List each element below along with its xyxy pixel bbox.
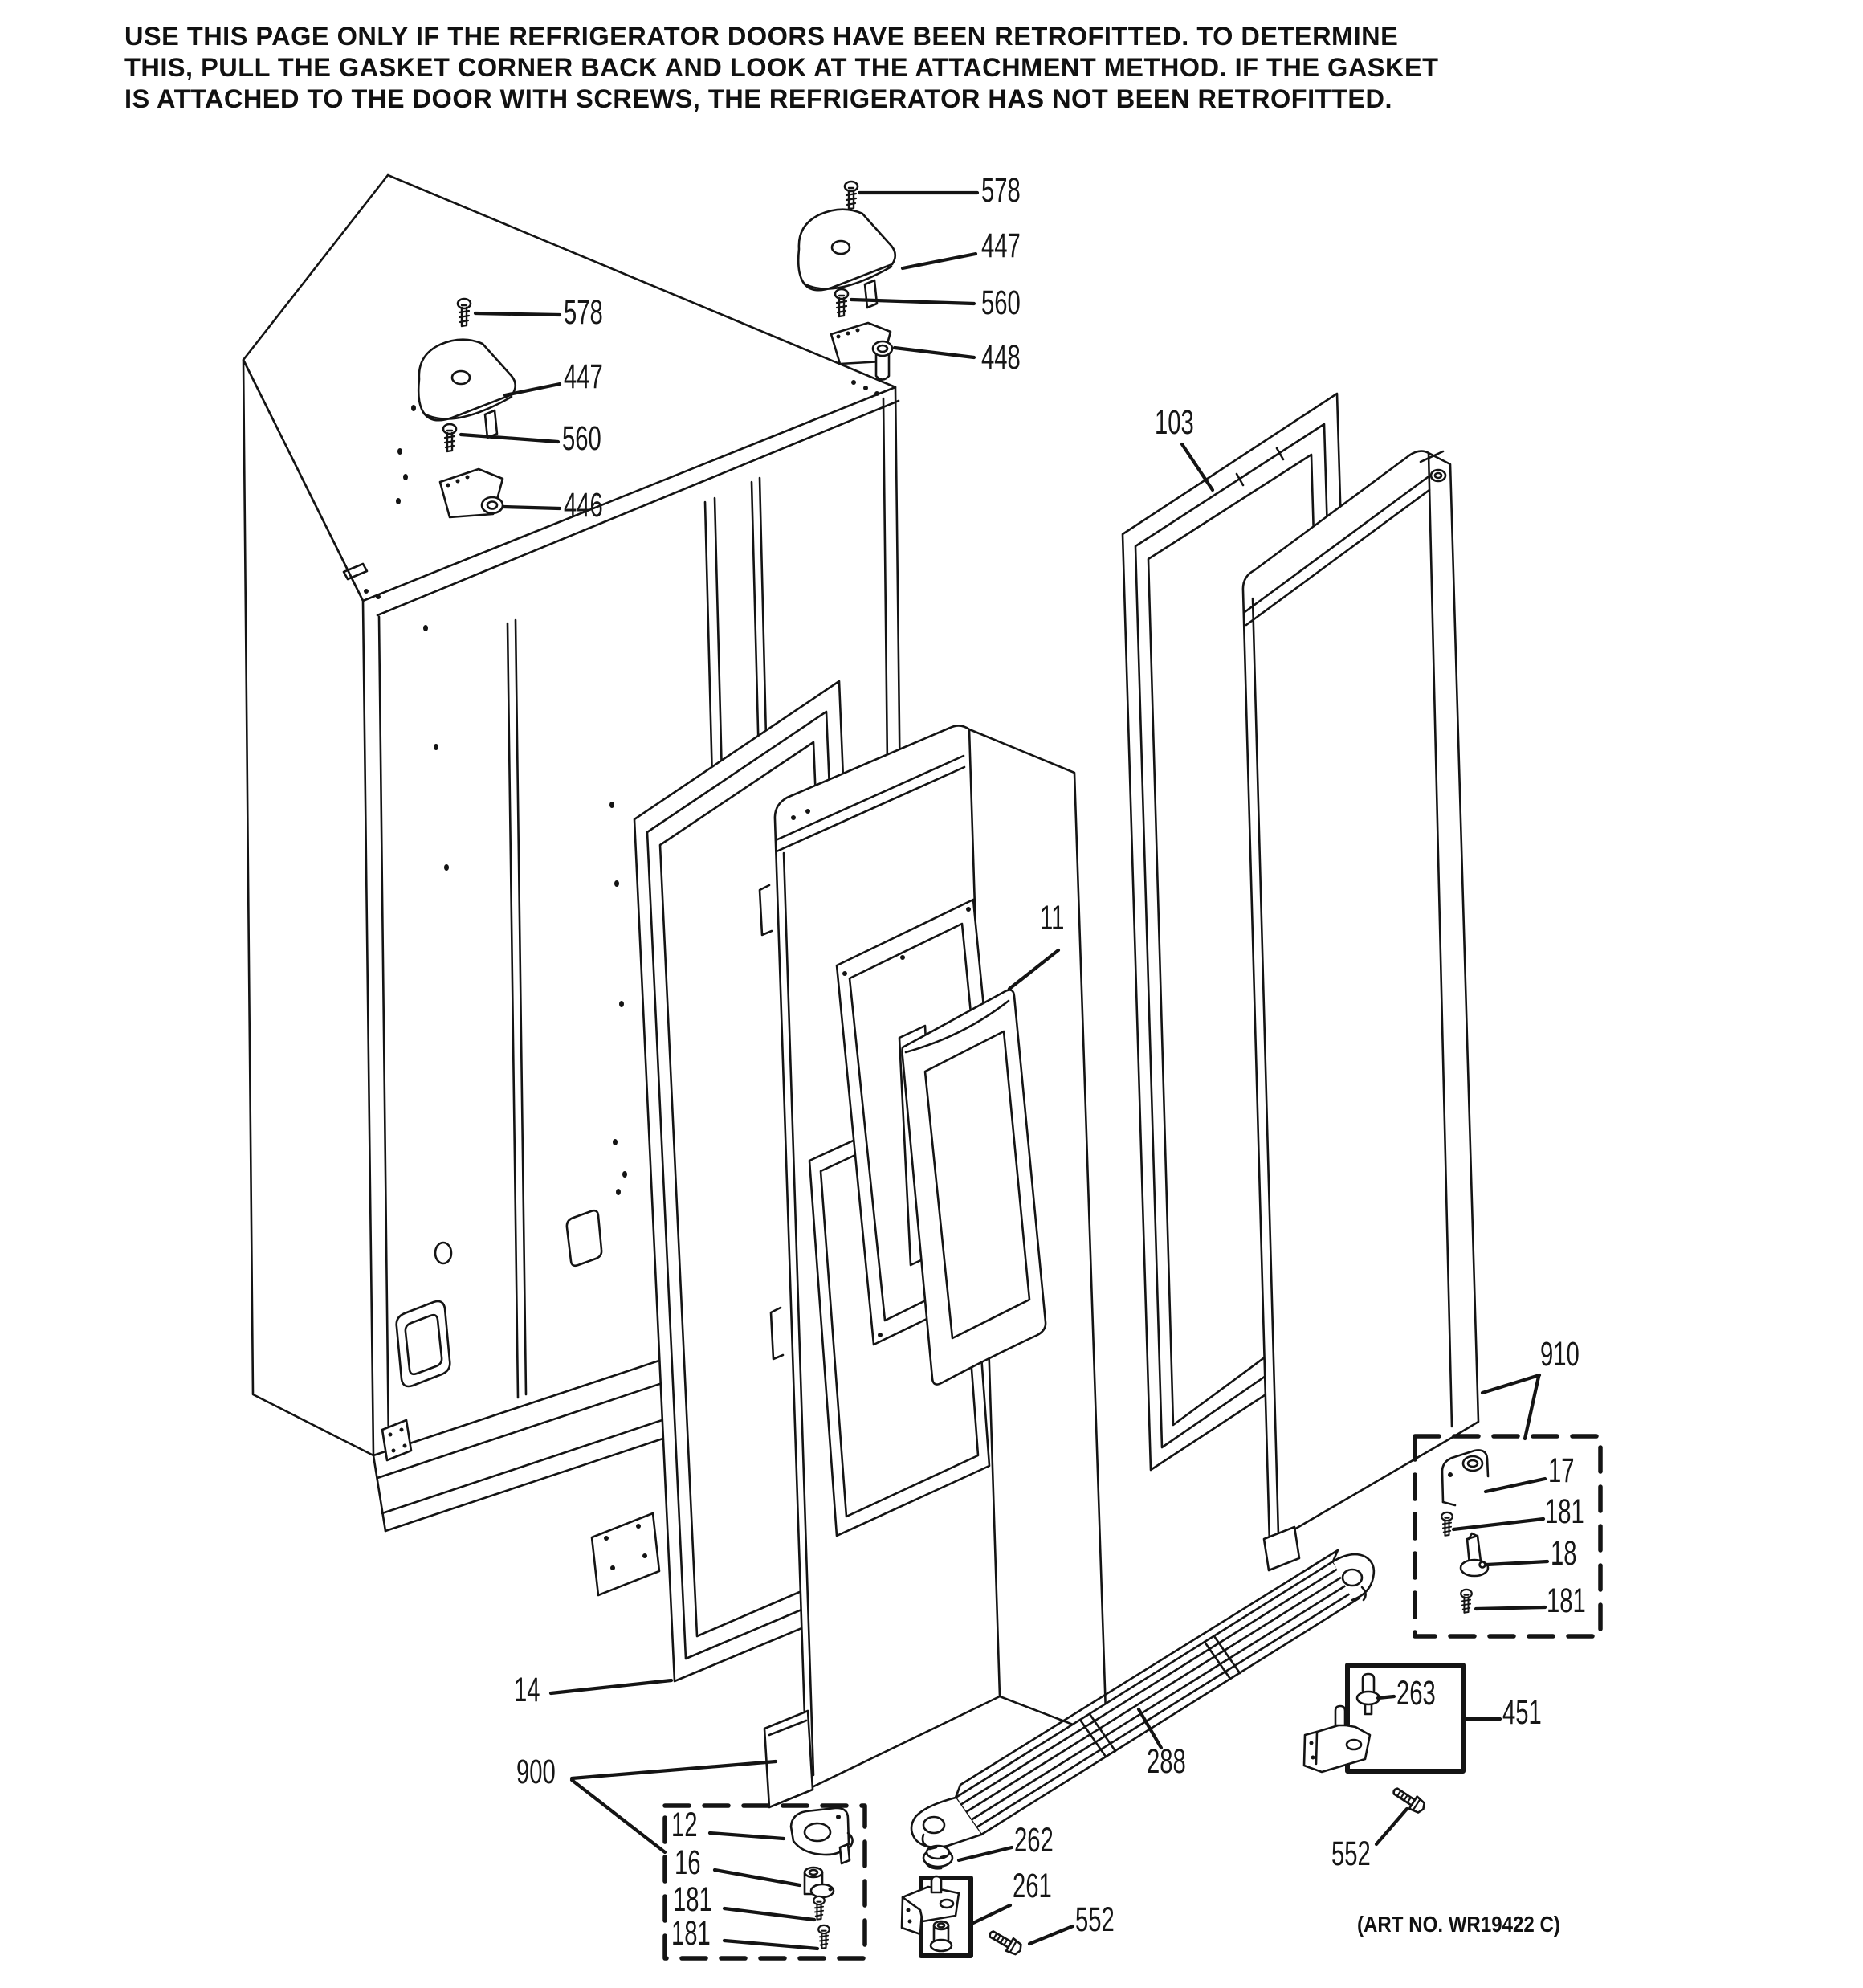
part-callout-447-top-left: 447: [564, 357, 603, 396]
part-callout-103: 103: [1155, 403, 1194, 442]
ff-door-drawing: [1243, 451, 1478, 1570]
instruction-note-line1: USE THIS PAGE ONLY IF THE REFRIGERATOR DOORS HAVE BEEN RETROFITTED. TO DETERMINE: [124, 22, 1399, 51]
bolt-552-right-drawing: [1390, 1784, 1427, 1815]
part-callout-14: 14: [514, 1671, 540, 1709]
instruction-note: [124, 21, 1722, 115]
bolt-552-center-drawing: [987, 1927, 1024, 1957]
part-callout-552-right: 552: [1331, 1835, 1371, 1873]
part-callout-263: 263: [1396, 1674, 1436, 1712]
instruction-note-line2: THIS, PULL THE GASKET CORNER BACK AND LOOK AT THE ATTACHMENT METHOD. IF THE GASKET: [124, 53, 1439, 82]
part-callout-447-top-right: 447: [981, 227, 1021, 265]
part-callout-451: 451: [1502, 1693, 1542, 1732]
grommet-262-drawing: [923, 1846, 952, 1868]
part-callout-560-top-left: 560: [562, 419, 601, 458]
instruction-note-line3: IS ATTACHED TO THE DOOR WITH SCREWS, THE REFRIGERATOR HAS NOT BEEN RETROFITTED.: [124, 84, 1393, 113]
part-callout-900: 900: [516, 1753, 556, 1791]
screw-578-right-drawing: [845, 182, 858, 209]
part-callout-560-top-right: 560: [981, 284, 1021, 322]
bracket-kit-261-drawing: [902, 1876, 1024, 1957]
part-callout-288: 288: [1147, 1742, 1186, 1781]
part-callout-181-kit900-a: 181: [673, 1880, 712, 1919]
part-callout-262: 262: [1014, 1821, 1054, 1859]
part-callout-910: 910: [1540, 1335, 1580, 1374]
part-callout-16: 16: [675, 1843, 701, 1882]
art-number: (ART NO. WR19422 C): [1357, 1912, 1560, 1937]
screw-560-right-drawing: [835, 289, 848, 316]
part-callout-446: 446: [564, 486, 603, 525]
part-callout-17: 17: [1548, 1451, 1575, 1490]
part-callout-12: 12: [671, 1806, 698, 1844]
part-callout-448: 448: [981, 338, 1021, 377]
part-callout-18: 18: [1551, 1534, 1577, 1573]
part-callout-181-kit910-b: 181: [1547, 1582, 1586, 1620]
part-callout-11: 11: [1040, 899, 1065, 937]
part-callout-578-top-left: 578: [564, 293, 603, 332]
part-callout-552-center: 552: [1075, 1900, 1115, 1939]
part-callout-181-kit910-a: 181: [1545, 1492, 1584, 1531]
part-callout-578-top-right: 578: [981, 171, 1021, 210]
bracket-kit-451-drawing: [1304, 1665, 1463, 1815]
part-callout-181-kit900-b: 181: [671, 1914, 711, 1953]
part-callout-261: 261: [1013, 1867, 1052, 1905]
